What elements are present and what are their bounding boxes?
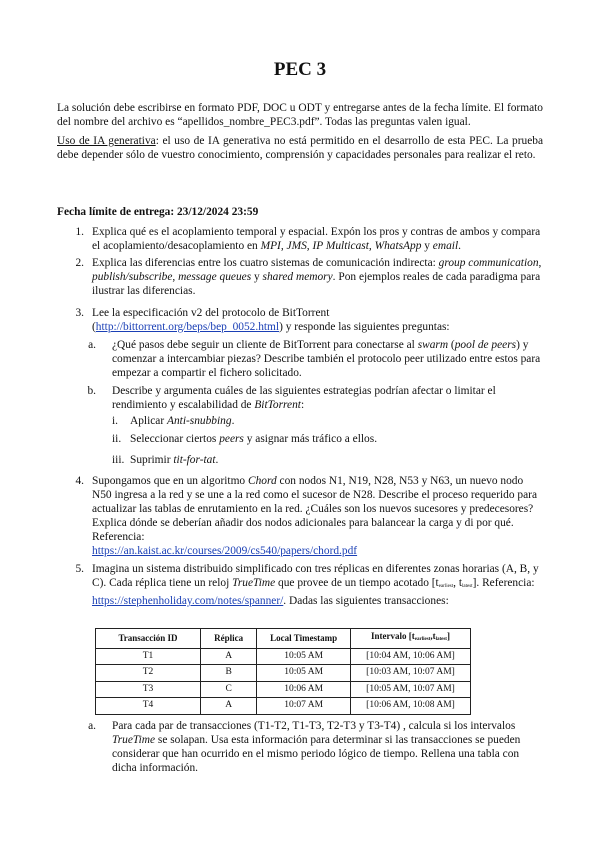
q3a-text: ¿Qué pasos debe seguir un cliente de BitTorrent para conectarse al swarm (pool de peers) y comenzar a intercambiar piezas? Describe también el protocolo peer utilizado entre estos para empezar a compartir el fichero solicitado. [112, 339, 541, 379]
q5a-number: a. [88, 720, 96, 732]
q3-number: 3. [75, 307, 84, 319]
table-cell: 10:05 AM [257, 665, 351, 682]
table-cell: T1 [96, 648, 201, 665]
deadline: Fecha límite de entrega: 23/12/2024 23:59 [57, 206, 259, 218]
spanner-link[interactable]: https://stephenholiday.com/notes/spanner/ [92, 595, 284, 607]
table-row [96, 648, 471, 665]
sub-iii-text: Suprimir tit-for-tat. [130, 454, 219, 466]
table-cell: [10:03 AM, 10:07 AM] [351, 665, 471, 682]
q4-number: 4. [75, 475, 84, 487]
table-cell: 10:06 AM [257, 681, 351, 698]
table-header-row: Transacción ID Réplica Local Timestamp Intervalo $[t_{earliest},t_{latest}]$ [96, 629, 471, 649]
table-cell: B [201, 665, 257, 682]
ia-text: : el uso de IA generativa no está permitido en el desarrollo de esta PEC. La prueba debe depender sólo de vuestro conocimiento, comprensión y capacidades personales para realizar el reto. [57, 135, 543, 161]
page-title: PEC 3 [273, 59, 327, 80]
table-cell: T4 [96, 698, 201, 715]
table-cell: 10:07 AM [257, 698, 351, 715]
table-row [96, 665, 471, 682]
sub-ii-text: Seleccionar ciertos peers y asignar más tráfico a ellos. [130, 433, 378, 445]
q3b-text: Describe y argumenta cuáles de las siguientes estrategias podrían afectar o limitar el rendimiento y escalabilidad de BitTorrent: [112, 385, 496, 411]
table-cell: A [201, 698, 257, 715]
ia-paragraph [57, 134, 543, 162]
table-cell: [10:04 AM, 10:06 AM] [351, 648, 471, 665]
q1-text: Explica qué es el acoplamiento temporal y espacial. Expón los pros y contras de ambos y compara el acoplamiento/desacoplamiento en MPI, JMS, IP Multicast, WhatsApp y email. [92, 226, 541, 252]
sub-i-number: i. [112, 415, 119, 427]
table-cell: T3 [96, 681, 201, 698]
table-cell: T2 [96, 665, 201, 682]
sub-iii-number: iii. [112, 454, 125, 466]
q3a-number: a. [88, 339, 96, 351]
q4-text: Supongamos que en un algoritmo Chord con nodos N1, N19, N28, N53 y N63, un nuevo nodo N50 ingresa a la red y se une a la red como el sucesor de N28. Describe el proceso requerido para actualizar las tablas de enrutamiento en la red. ¿Cuáles son los nuevos sucesores y predecesores? Explica dónde se deberían añadir dos nodos adicionales para balancear la carga y di por qué. Referencia: https://an.kaist.ac.kr/courses/2009/cs540/papers/chord.pdf [92, 475, 538, 557]
q5-text: Imagina un sistema distribuido simplificado con tres réplicas en diferentes zonas horarias (A, B, y C). Cada réplica tiene un reloj TrueTime que provee de un tiempo acotado [$t_{earliest}$, $t_{latest}$]. Referencia: https://stephenholiday.com/notes/spanner/. Dadas las siguientes transacciones: [92, 563, 539, 607]
table-cell: 10:05 AM [257, 648, 351, 665]
table-cell: [10:05 AM, 10:07 AM] [351, 681, 471, 698]
table-row [96, 681, 471, 698]
sub-ii-number: ii. [112, 433, 122, 445]
table-row [96, 698, 471, 715]
chord-link[interactable]: https://an.kaist.ac.kr/courses/2009/cs540/papers/chord.pdf [92, 545, 358, 557]
sub-i-text: Aplicar Anti-snubbing. [130, 415, 235, 427]
table-cell: C [201, 681, 257, 698]
q5a-text: Para cada par de transacciones (T1-T2, T1-T3, T2-T3 y T3-T4) , calcula si los intervalos TrueTime se solapan. Usa esta información para determinar si las transacciones se pueden considerar que han ocurrido en el mismo periodo lógico de tiempo. Rellena una tabla con dicha información. [112, 720, 521, 774]
q3-text: Lee la especificación v2 del protocolo de BitTorrent (http://bittorrent.org/beps/bep_0052.html) y responde las siguientes preguntas: [92, 307, 450, 333]
transactions-table [95, 628, 471, 715]
q2-number: 2. [75, 257, 84, 269]
table-cell: A [201, 648, 257, 665]
q3b-number: b. [87, 385, 96, 397]
q1-number: 1. [75, 226, 84, 238]
ia-label: Uso de IA generativa [57, 135, 156, 147]
q5-number: 5. [75, 563, 84, 575]
table-cell: [10:06 AM, 10:08 AM] [351, 698, 471, 715]
q2-text: Explica las diferencias entre los cuatro sistemas de comunicación indirecta: group communication, publish/subscribe, message queues y shared memory. Pon ejemplos reales de cada paradigma para ilustrar las diferencias. [92, 257, 542, 297]
bittorrent-link[interactable]: http://bittorrent.org/beps/bep_0052.html [95, 321, 280, 333]
intro-paragraph: La solución debe escribirse en formato PDF, DOC u ODT y entregarse antes de la fecha límite. El formato del nombre del archivo es “apellidos_nombre_PEC3.pdf”. Todas las preguntas valen igual. [57, 102, 543, 128]
